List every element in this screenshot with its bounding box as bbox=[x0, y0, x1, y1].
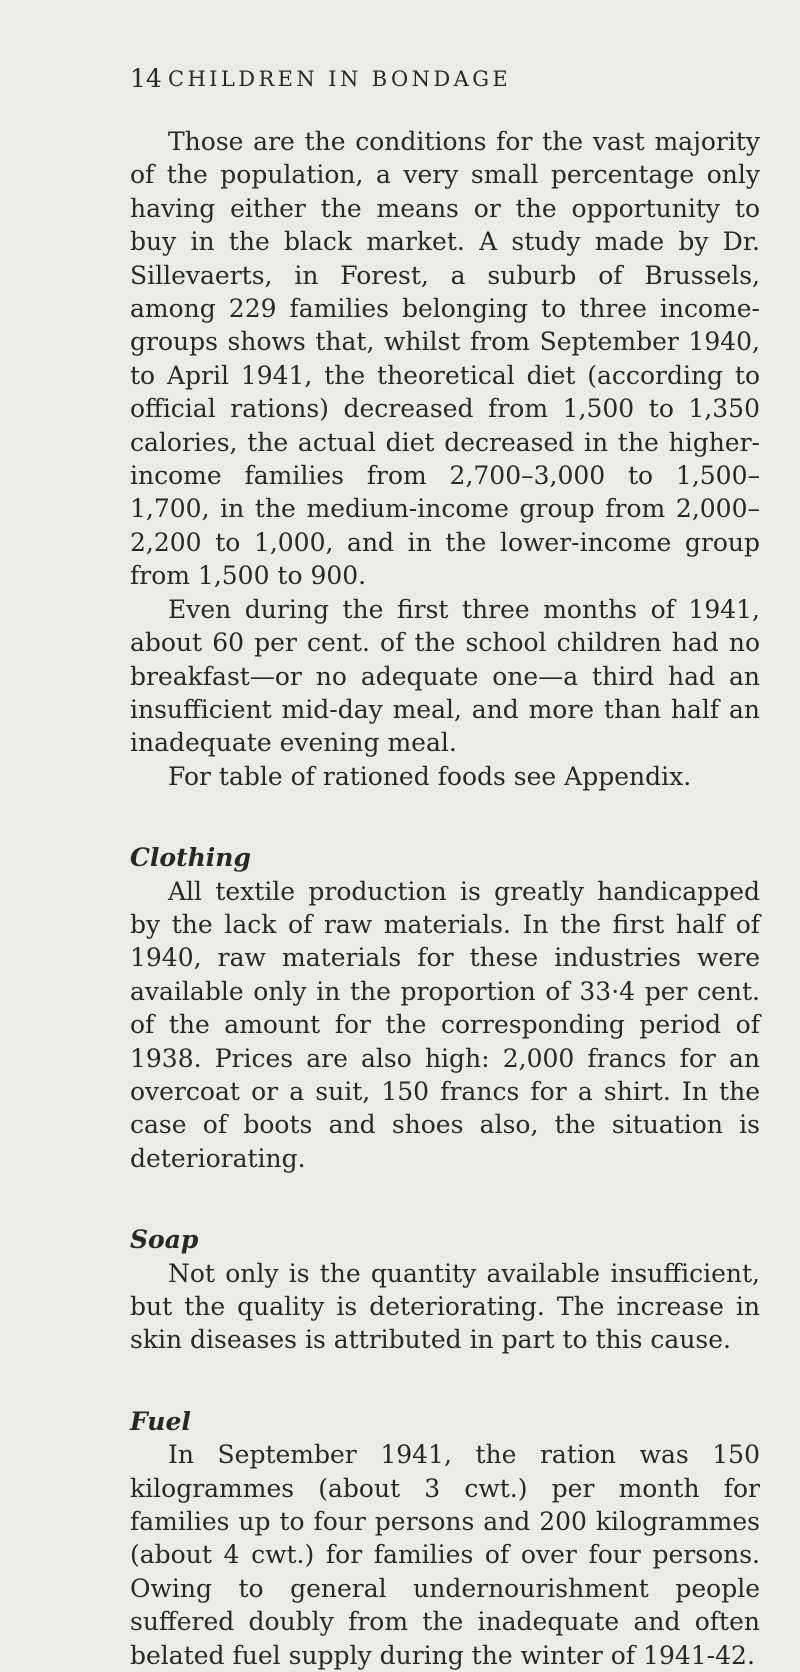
paragraph-clothing: All textile production is greatly handicapped by the lack of raw materials. In the first half of 1940, raw materials for these industries were available only in the proportion of 33·4 per cent. of the amount for the corresponding period of 1938. Prices are also high: 2,000 francs for an overcoat or a suit, 150 francs for a shirt. In the case of boots and shoes also, the situation is deteriorating. bbox=[130, 876, 760, 1173]
section-heading-fuel: Fuel bbox=[130, 1406, 191, 1436]
paragraph-fuel: In September 1941, the ration was 150 kilogrammes (about 3 cwt.) per month for families up to four persons and 200 kilogrammes (about 4 cwt.) for families of over four persons. Owing to general undernourishment people suffered doubly from the inadequate and often belated fuel supply during the winter of 1941-42. bbox=[130, 1440, 760, 1670]
body-text bbox=[130, 125, 760, 1672]
section-heading-soap: Soap bbox=[130, 1225, 199, 1255]
running-head bbox=[130, 64, 762, 94]
paragraph-soap: Not only is the quantity available insufficient, but the quality is deteriorating. The increase in skin diseases is attributed in part to this cause. bbox=[130, 1258, 760, 1355]
paragraph-appendix-note: For table of rationed foods see Appendix. bbox=[168, 761, 692, 791]
paragraph-diet-study: Those are the conditions for the vast majority of the population, a very small percentage only having either the means or the opportunity to buy in the black market. A study made by Dr. Sillevaerts, in Forest, a suburb of Brussels, among 229 families belonging to three income-groups shows that, whilst from September 1940, to April 1941, the theoretical diet (according to official rations) decreased from 1,500 to 1,350 calories, the actual diet decreased in the higher-income families from 2,700–3,000 to 1,500–1,700, in the medium-income group from 2,000–2,200 to 1,000, and in the lower-income group from 1,500 to 900. bbox=[130, 127, 760, 591]
running-title: CHILDREN IN BONDAGE bbox=[168, 67, 512, 91]
section-heading-clothing: Clothing bbox=[130, 843, 251, 873]
page-number: 14 bbox=[130, 64, 162, 93]
paragraph-school-children: Even during the first three months of 1941, about 60 per cent. of the school children had no breakfast—or no adequate one—a third had an insufficient mid-day meal, and more than half an inadequate evening meal. bbox=[130, 594, 760, 758]
